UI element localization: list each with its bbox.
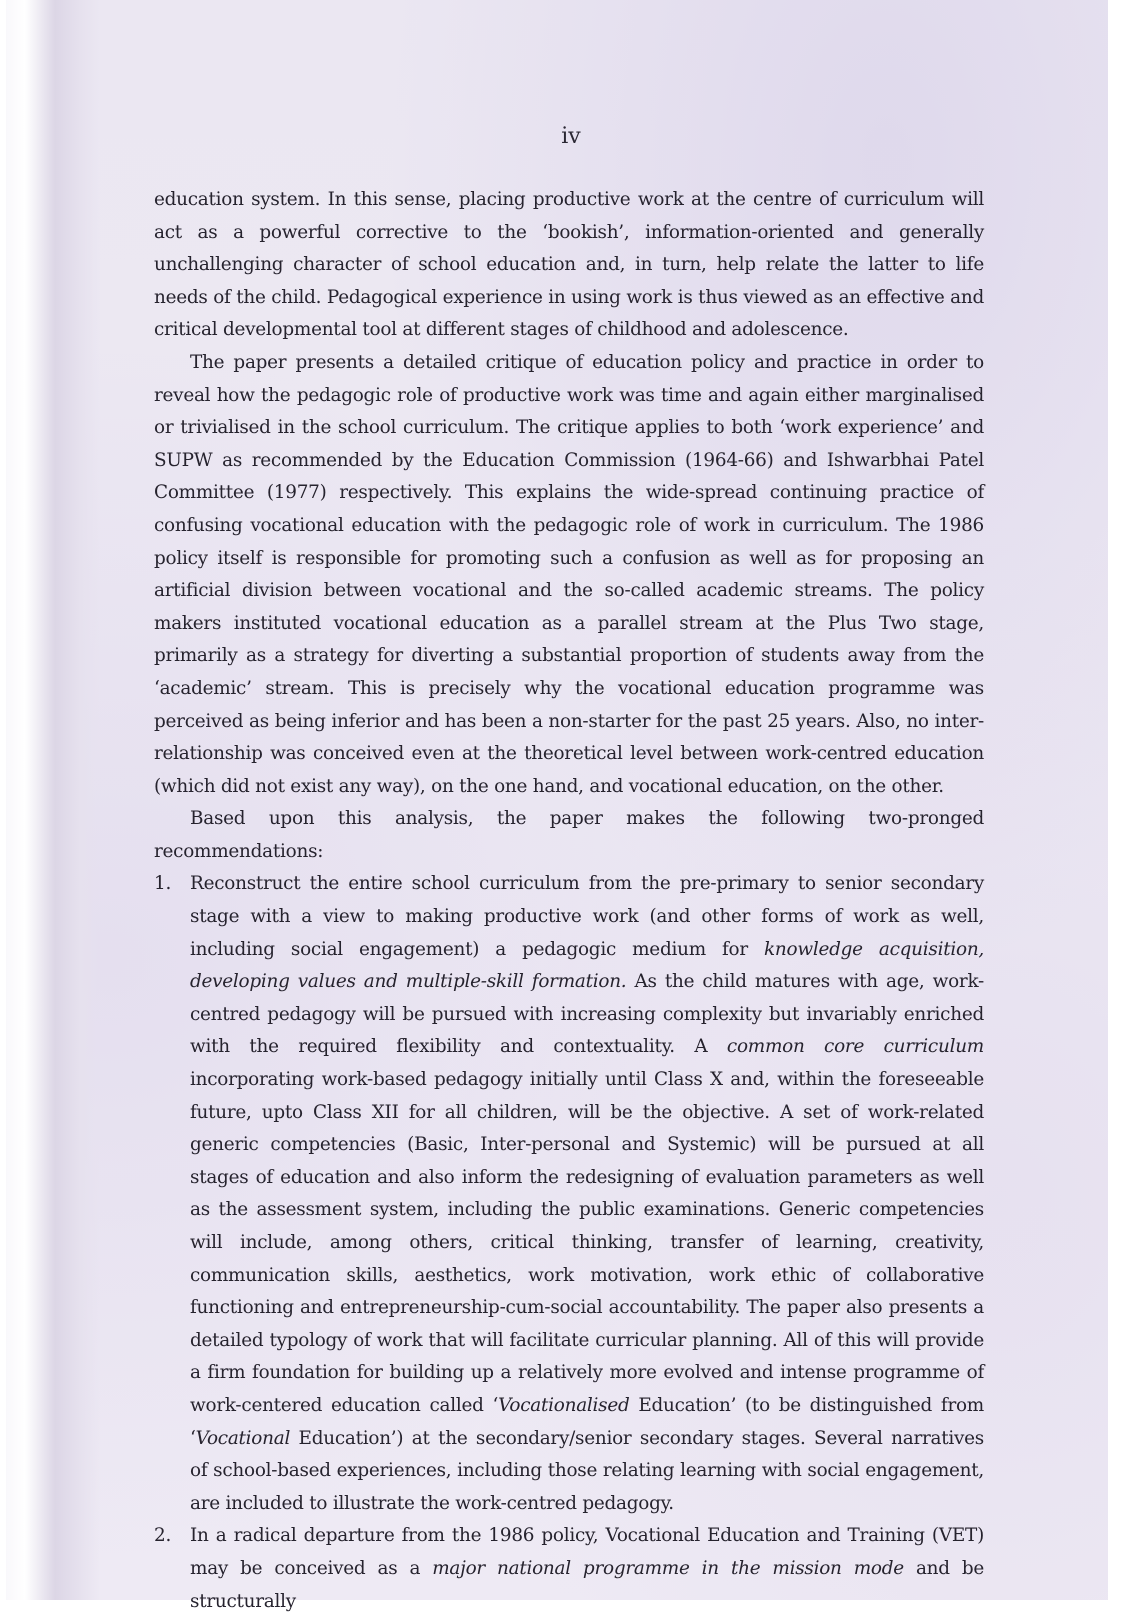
page-edge <box>0 0 6 1600</box>
body-text <box>154 184 984 1618</box>
list-item-1 <box>154 868 984 1520</box>
list-text: Education’ (to be distinguished from ‘ <box>190 1394 984 1449</box>
emphasis-text: Vocational <box>195 1427 291 1449</box>
list-text: As the child matures with age, work-centred pedagogy will be pursued with increasing complexity but invariably enriched with the required flexibility and contextuality. A <box>190 971 984 1058</box>
paragraph-continuation: education system. In this sense, placing productive work at the centre of curriculum will act as a powerful corrective to the ‘bookish’, information-oriented and generally unchallenging character of school education and, in turn, help relate the latter to life needs of the child. Pedagogical experience in using work is thus viewed as an effective and critical developmental tool at different stages of childhood and adolescence. <box>154 189 984 341</box>
list-text: Reconstruct the entire school curriculum from the pre-primary to senior secondary stage with a view to making productive work (and other forms of work as well, including social engagement) a pedagogic medium for <box>190 873 984 960</box>
list-text: and be structurally <box>190 1557 984 1612</box>
list-number: 2. <box>154 1525 172 1547</box>
emphasis-text: knowledge acquisition, developing values and multiple-skill formation. <box>190 938 985 993</box>
paragraph-recommendations-intro: Based upon this analysis, the paper makes the following two-pronged recommendations: <box>154 808 984 862</box>
list-number: 1. <box>154 873 172 895</box>
list-item-2 <box>154 1520 984 1618</box>
paragraph-critique: The paper presents a detailed critique of education policy and practice in order to reveal how the pedagogic role of productive work was time and again either marginalised or trivialised in the school curriculum. The critique applies to both ‘work experience’ and SUPW as recommended by the Education Commission (1964-66) and Ishwarbhai Patel Committee (1977) respectively. This explains the wide-spread continuing practice of confusing vocational education with the pedagogic role of work in curriculum. The 1986 policy itself is responsible for promoting such a confusion as well as for proposing an artificial division between vocational and the so-called academic streams. The policy makers instituted vocational education as a parallel stream at the Plus Two stage, primarily as a strategy for diverting a substantial proportion of students away from the ‘academic’ stream. This is precisely why the vocational education programme was perceived as being inferior and has been a non-starter for the past 25 years. Also, no inter-relationship was conceived even at the theoretical level between work-centred education (which did not exist any way), on the one hand, and vocational education, on the other. <box>154 351 984 797</box>
emphasis-text: major national programme in the mission mode <box>432 1557 904 1579</box>
page-binding-shadow <box>0 0 100 1600</box>
emphasis-text: Vocationalised <box>498 1394 630 1416</box>
emphasis-text: common core curriculum <box>726 1036 984 1058</box>
list-text: In a radical departure from the 1986 policy, Vocational Education and Training (VET) may be conceived as a <box>190 1525 984 1579</box>
list-text: incorporating work-based pedagogy initially until Class X and, within the foreseeable future, upto Class XII for all children, will be the objective. A set of work-related generic competencies (Basic, Inter-personal and Systemic) will be pursued at all stages of education and also inform the redesigning of evaluation parameters as well as the assessment system, including the public examinations. Generic competencies will include, among others, critical thinking, transfer of learning, creativity, communication skills, aesthetics, work motivation, work ethic of collaborative functioning and entrepreneurship-cum-social accountability. The paper also presents a detailed typology of work that will facilitate curricular planning. All of this will provide a firm foundation for building up a relatively more evolved and intense programme of work-centered education called ‘ <box>190 1069 984 1416</box>
list-text: Education’) at the secondary/senior secondary stages. Several narratives of school-based experiences, including those relating learning with social engagement, are included to illustrate the work-centred pedagogy. <box>190 1427 984 1514</box>
page-number: iv <box>561 124 581 149</box>
